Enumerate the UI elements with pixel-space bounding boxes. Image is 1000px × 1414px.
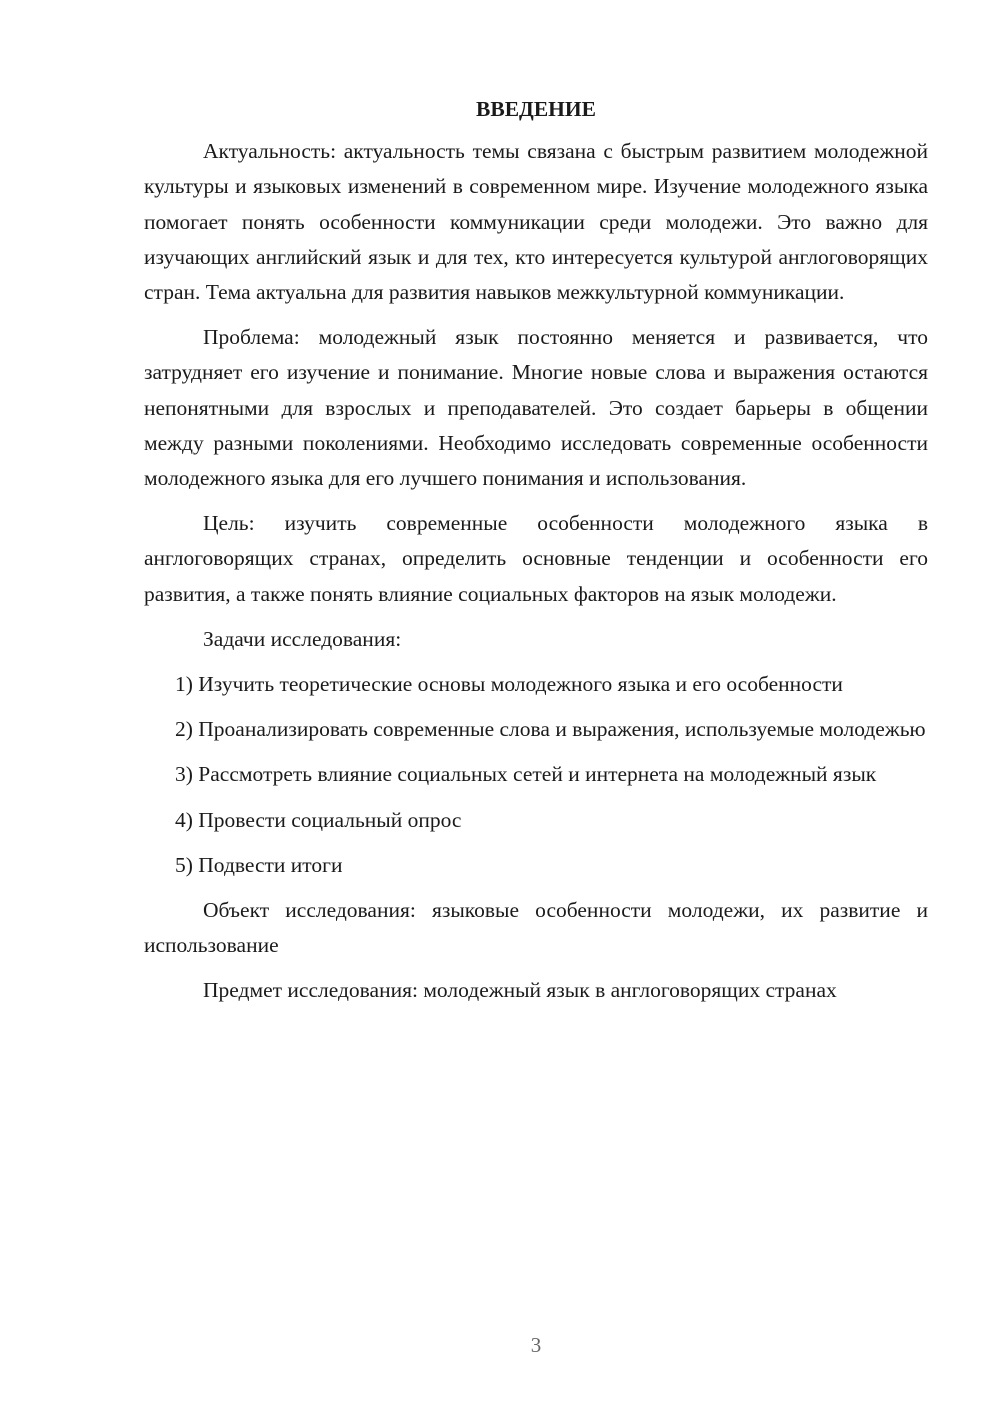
page-title: ВВЕДЕНИЕ bbox=[476, 97, 596, 121]
task-item-5: 5) Подвести итоги bbox=[175, 852, 343, 877]
task-item-4: 4) Провести социальный опрос bbox=[175, 807, 462, 832]
task-item-1: 1) Изучить теоретические основы молодежного языка и его особенности bbox=[175, 672, 843, 697]
document-page bbox=[144, 92, 928, 1019]
tasks-heading: Задачи исследования: bbox=[203, 626, 402, 651]
subject-paragraph: Предмет исследования: молодежный язык в англоговорящих странах bbox=[203, 978, 837, 1003]
task-item-3: 3) Рассмотреть влияние социальных сетей и интернета на молодежный язык bbox=[175, 762, 877, 787]
goal-paragraph: Цель: изучить современные особенности молодежного языка в англоговорящих странах, определить основные тенденции и особенности его развития, а также понять влияние социальных факторов на язык молодежи. bbox=[144, 511, 928, 606]
page-number: 3 bbox=[530, 1333, 542, 1357]
object-paragraph: Объект исследования: языковые особенности молодежи, их развитие и использование bbox=[144, 898, 928, 958]
problem-paragraph: Проблема: молодежный язык постоянно меняется и развивается, что затрудняет его изучение и понимание. Многие новые слова и выражения остаются непонятными для взрослых и преподавателей. Это создает барьеры в общении между разными поколениями. Необходимо исследовать современные особенности молодежного языка для его лучшего понимания и использования. bbox=[144, 325, 928, 491]
task-item-2: 2) Проанализировать современные слова и выражения, используемые молодежью bbox=[175, 717, 926, 742]
relevance-paragraph: Актуальность: актуальность темы связана с быстрым развитием молодежной культуры и языковых изменений в современном мире. Изучение молодежного языка помогает понять особенности коммуникации среди молодежи. Это важно для изучающих английский язык и для тех, кто интересуется культурой англоговорящих стран. Тема актуальна для развития навыков межкультурной коммуникации. bbox=[144, 139, 928, 305]
